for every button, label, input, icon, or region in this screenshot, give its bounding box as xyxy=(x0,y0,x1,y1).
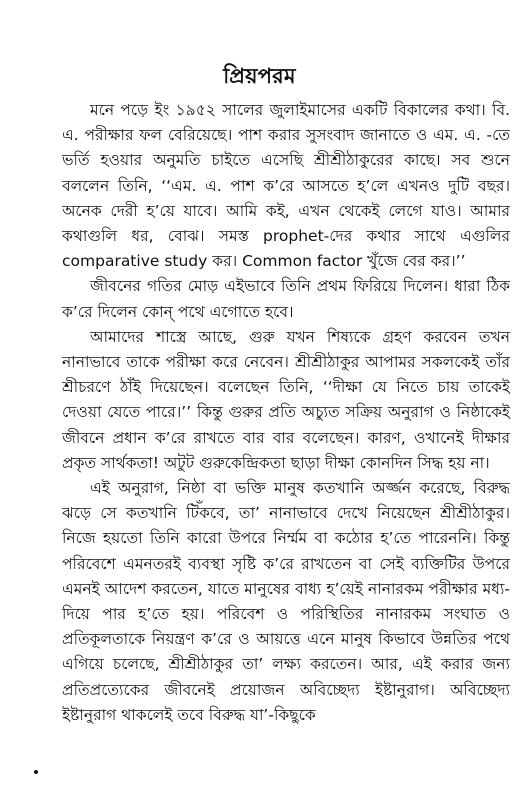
paragraph-4: এই অনুরাগ, নিষ্ঠা বা ভক্তি মানুষ কতখানি অর্জ্জন করেছে, বিরুদ্ধ ঝড়ে সে কতখানি টিঁকবে, তা’ নানাভাবে দেখে নিয়েছেন শ্রীশ্রীঠাকুর। নিজে হয়তো তিনি কারো উপরে নির্ম্মম বা কঠোর হ’তে পারেননি। কিন্তু পরিবেশে এমনতরই ব্যবস্থা সৃষ্টি ক’রে রাখতেন বা সেই ব্যক্তিটির উপরে এমনই আদেশ করতেন, যাতে মানুষের বাধ্য হ’য়েই নানারকম পরীক্ষার মধ্য-দিয়ে পার হ’তে হয়। পরিবেশ ও পরিস্থিতির নানারকম সংঘাত ও প্রতিকূলতাকে নিয়ন্ত্রণ ক’রে ও আয়ত্তে এনে মানুষ কিভাবে উন্নতির পথে এগিয়ে চলেছে, শ্রীশ্রীঠাকুর তা’ লক্ষ্য করতেন। আর, এই করার জন্য প্রতিপ্রত্যেকের জীবনেই প্রয়োজন অবিচ্ছেদ্য ইষ্টানুরাগ। অবিচ্ছেদ্য ইষ্টানুরাগ থাকলেই তবে বিরুদ্ধ যা’-কিছুকে xyxy=(62,479,510,724)
paragraph-3: আমাদের শাস্ত্রে আছে, গুরু যখন শিষ্যকে গ্রহণ করবেন তখন নানাভাবে তাকে পরীক্ষা করে নেবেন। শ্রীশ্রীঠাকুর আপামর সকলকেই তাঁর শ্রীচরণে ঠাঁই দিয়েছেন। বলেছেন তিনি, ‘‘দীক্ষা যে নিতে চায় তাকেই দেওয়া যেতে পারে।’’ কিন্তু গুরুর প্রতি অচ্যুত সক্রিয় অনুরাগ ও নিষ্ঠাকেই জীবনে প্রধান ক’রে রাখতে বার বার বলেছেন। কারণ, ওখানেই দীক্ষার প্রকৃত সার্থকতা! অটুট গুরুকেন্দ্রিকতা ছাড়া দীক্ষা কোনদিন সিদ্ধ হয় না। xyxy=(62,327,510,472)
chapter-title: প্রিয়পরম xyxy=(223,64,296,88)
page-body-text xyxy=(62,98,510,728)
page-dot-mark xyxy=(34,770,38,774)
paragraph-1: মনে পড়ে ইং ১৯৫২ সালের জুলাইমাসের একটি বিকালের কথা। বি. এ. পরীক্ষার ফল বেরিয়েছে। পাশ করার সুসংবাদ জানাতে ও এম. এ. -তে ভর্তি হওয়ার অনুমতি চাইতে এসেছি শ্রীশ্রীঠাকুরের কাছে। সব শুনে বললেন তিনি, ‘‘এম. এ. পাশ ক’রে আসতে হ’লে এখনও দুটি বছর। অনেক দেরী হ’য়ে যাবে। আমি কই, এখন থেকেই লেগে যাও। আমার কথাগুলি ধর, বোঝ। সমস্ত prophet-দের কথার সাথে এগুলির comparative study কর। Common factor খুঁজে বের কর।’’ xyxy=(62,101,510,271)
paragraph-2: জীবনের গতির মোড় এইভাবে তিনি প্রথম ফিরিয়ে দিলেন। ধারা ঠিক ক’রে দিলেন কোন্ পথে এগোতে হবে। xyxy=(62,277,510,321)
